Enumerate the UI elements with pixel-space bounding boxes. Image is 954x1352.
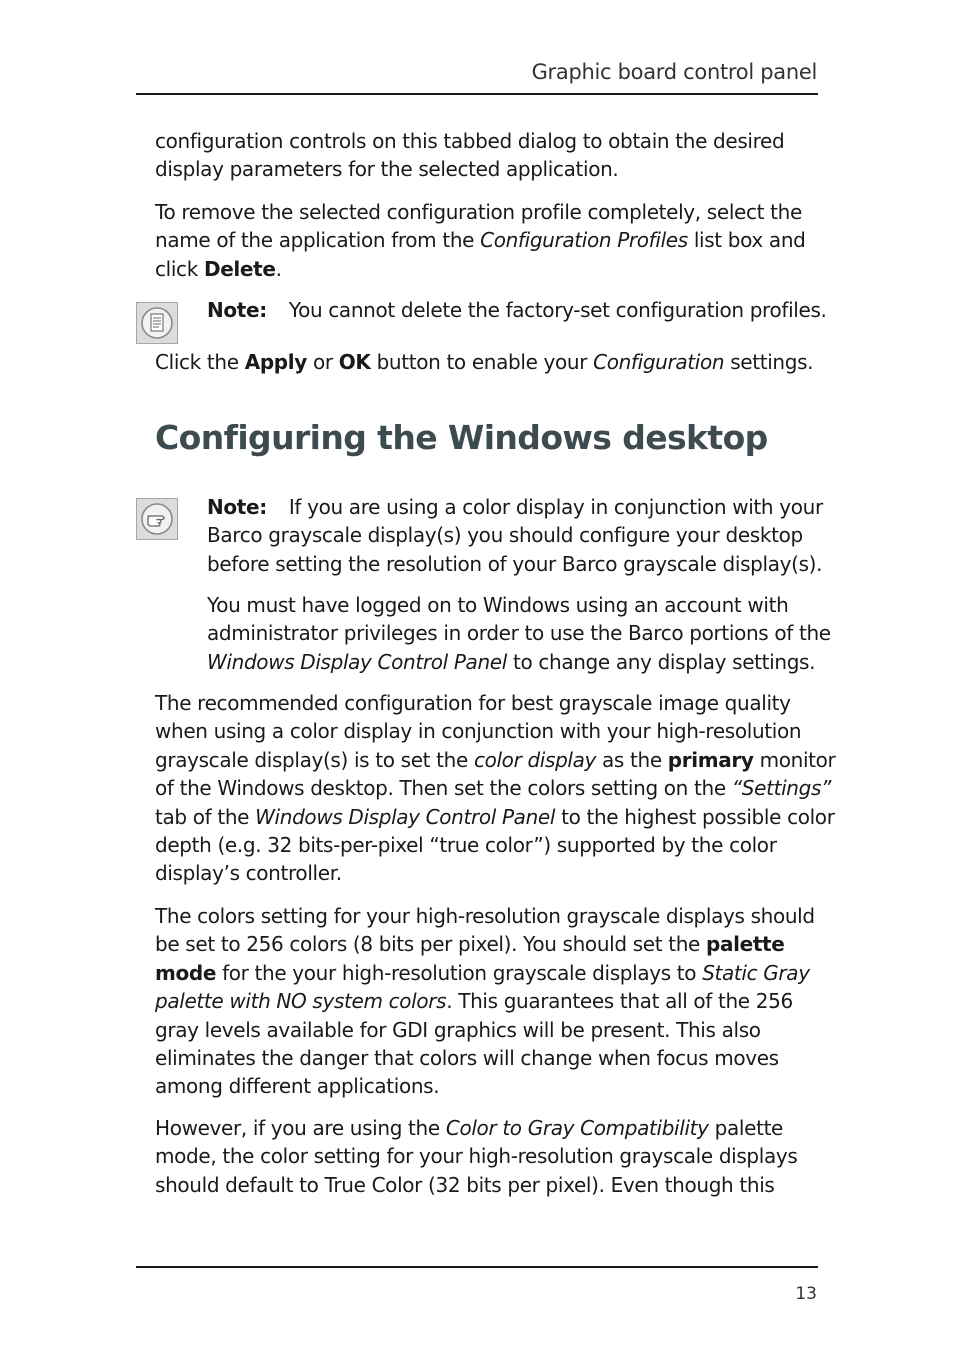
paragraph-apply [155, 348, 818, 376]
text-line [207, 493, 823, 521]
text-run: . This guarantees that all of the 256 [446, 989, 793, 1014]
text-run: monitor [753, 747, 836, 772]
paragraph-intro [155, 127, 818, 184]
text-run: . [275, 256, 282, 281]
text-line: should default to True Color (32 bits per pixel). Even though this [155, 1172, 775, 1197]
text-run: settings. [724, 350, 814, 374]
italic-term: Color to Gray Compatibility [445, 1116, 709, 1140]
italic-term: Windows Display Control Panel [207, 649, 507, 674]
text-run: of the Windows desktop. Then set the colors setting on the [155, 776, 732, 801]
text-run: to change any display settings. [506, 649, 816, 674]
note-delete-factory [207, 296, 827, 324]
italic-term: “Settings” [731, 776, 832, 801]
text-line: The recommended configuration for best grayscale image quality [155, 691, 791, 715]
text-line [155, 987, 818, 1015]
bold-term: Apply [244, 350, 307, 374]
paragraph-remove-profile [155, 198, 818, 283]
header-rule [136, 93, 818, 95]
text-line: configuration controls on this tabbed dialog to obtain the desired [155, 129, 785, 153]
text-line: among different applications. [155, 1074, 440, 1099]
text-run: click [155, 256, 204, 281]
running-header: Graphic board control panel [531, 60, 817, 84]
note-hand-icon [136, 498, 178, 540]
text-run: Click the [155, 350, 245, 374]
italic-term: Configuration Profiles [480, 228, 688, 253]
text-line [207, 648, 818, 676]
italic-term: color display [473, 747, 597, 772]
text-line: eliminates the danger that colors will change when focus moves [155, 1046, 779, 1071]
text-run: grayscale display(s) is to set the [155, 747, 474, 772]
text-run: be set to 256 colors (8 bits per pixel). You should set the [155, 932, 707, 957]
text-line: before setting the resolution of your Barco grayscale display(s). [207, 551, 823, 576]
italic-term: Configuration [593, 350, 725, 374]
text-line: mode, the color setting for your high-resolution grayscale displays [155, 1144, 798, 1169]
bold-term: mode [155, 960, 217, 985]
note-admin-privileges [207, 591, 831, 676]
text-line: To remove the selected configuration profile completely, select the [155, 200, 802, 224]
bold-term: primary [667, 747, 754, 772]
paragraph-colors-setting [155, 902, 818, 1101]
note-color-display [207, 493, 823, 578]
text-line [155, 348, 818, 376]
text-line: display’s controller. [155, 861, 342, 886]
text-run: name of the application from the [155, 228, 481, 253]
text-line [155, 930, 818, 958]
note-document-icon [136, 302, 178, 344]
italic-term: Static Gray [702, 960, 810, 985]
bold-term: palette [706, 932, 785, 957]
text-run: You cannot delete the factory-set configuration profiles. [288, 298, 827, 322]
text-line: depth (e.g. 32 bits-per-pixel “true color”) supported by the color [155, 833, 777, 858]
text-line: Barco grayscale display(s) you should configure your desktop [207, 523, 803, 548]
section-heading: Configuring the Windows desktop [155, 418, 768, 457]
text-run: palette [708, 1116, 784, 1140]
text-line [155, 746, 836, 774]
document-icon [140, 306, 174, 340]
text-run: tab of the [155, 804, 256, 829]
text-line: gray levels available for GDI graphics will be present. This also [155, 1017, 761, 1042]
text-run: However, if you are using the [155, 1116, 446, 1140]
paragraph-color-to-gray [155, 1114, 818, 1199]
text-run: as the [596, 747, 668, 772]
bold-term: OK [338, 350, 371, 374]
paragraph-recommended-config [155, 689, 836, 888]
text-line [155, 255, 818, 283]
note-label: Note: [207, 298, 267, 322]
text-run: for the your high-resolution grayscale displays to [216, 960, 703, 985]
text-line: display parameters for the selected application. [155, 157, 619, 182]
text-run: to the highest possible color [555, 804, 835, 829]
page-number: 13 [795, 1284, 817, 1304]
note-label: Note: [207, 495, 267, 519]
text-run: button to enable your [370, 350, 594, 374]
text-line [155, 226, 818, 254]
text-run: If you are using a color display in conjunction with your [288, 495, 823, 519]
text-line [155, 1114, 818, 1142]
text-line [155, 803, 835, 831]
italic-term: Windows Display Control Panel [255, 804, 556, 829]
text-line: The colors setting for your high-resolution grayscale displays should [155, 904, 815, 928]
text-line [155, 774, 832, 802]
pointing-hand-icon [140, 502, 174, 536]
text-line: when using a color display in conjunction with your high-resolution [155, 719, 802, 744]
text-line [155, 959, 818, 987]
text-line [207, 296, 827, 324]
footer-rule [136, 1266, 818, 1268]
italic-term: palette with NO system colors [155, 989, 447, 1014]
text-line: administrator privileges in order to use the Barco portions of the [207, 621, 831, 646]
text-line: You must have logged on to Windows using an account with [207, 593, 789, 617]
text-run: list box and [687, 228, 806, 253]
text-run: or [306, 350, 339, 374]
bold-term: Delete [203, 256, 276, 281]
